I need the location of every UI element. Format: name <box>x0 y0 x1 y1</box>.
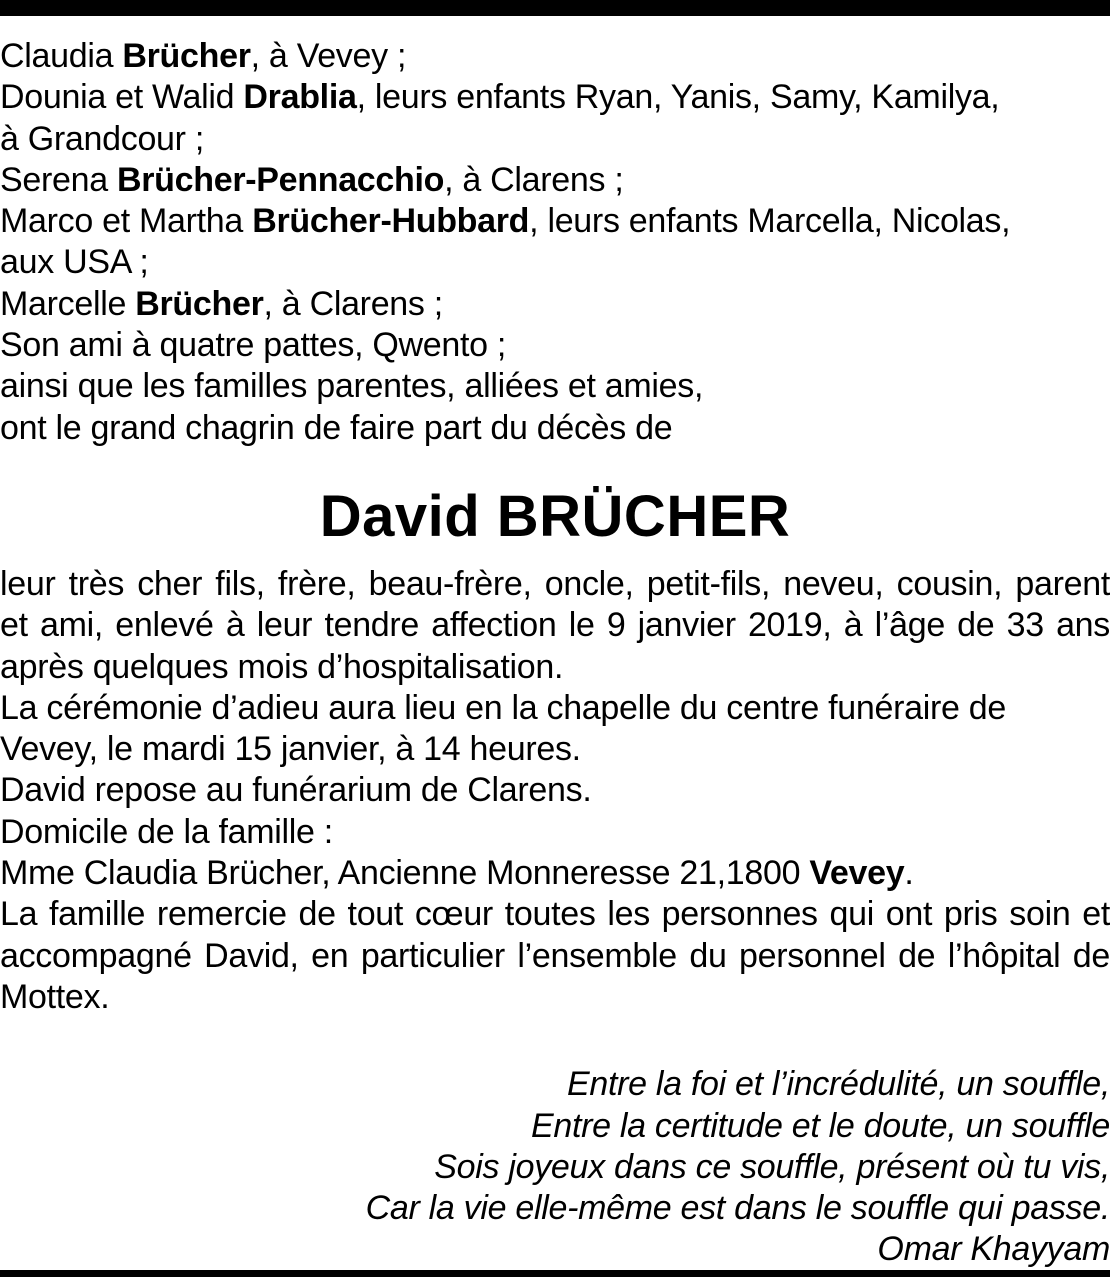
thanks-line: Mottex. <box>0 977 110 1016</box>
mourner-line: Claudia Brücher, à Vevey ; <box>0 37 407 75</box>
poem-line: Sois joyeux dans ce souffle, présent où tu vis, <box>434 1147 1110 1186</box>
poem-line: Car la vie elle-même est dans le souffle qui passe. <box>365 1189 1110 1228</box>
mourner-line: Serena Brücher-Pennacchio, à Clarens ; <box>0 160 624 199</box>
details-line: leur très cher fils, frère, beau-frère, oncle, petit-fils, neveu, cousin, parent <box>0 564 1110 603</box>
poem-quote <box>0 1064 1110 1270</box>
family-address: Mme Claudia Brücher, Ancienne Monneresse 21,1800 Vevey. <box>0 854 914 893</box>
thanks-line: accompagné David, en particulier l’ensemble du personnel de l’hôpital de <box>0 936 1110 975</box>
mourners-list <box>0 36 1110 449</box>
mourner-line: Marcelle Brücher, à Clarens ; <box>0 284 443 323</box>
thanks-line: La famille remercie de tout cœur toutes les personnes qui ont pris soin et <box>0 895 1110 934</box>
poem-author: Omar Khayyam <box>877 1230 1110 1269</box>
mourner-line: Dounia et Walid Drablia, leurs enfants Ryan, Yanis, Samy, Kamilya, <box>0 78 1000 117</box>
mourner-line: ainsi que les familles parentes, alliées et amies, <box>0 367 704 406</box>
mourner-line: aux USA ; <box>0 243 149 282</box>
family-address-label: Domicile de la famille : <box>0 812 333 851</box>
deceased-name: David BRÜCHER <box>319 483 791 549</box>
ceremony-line: La cérémonie d’adieu aura lieu en la chapelle du centre funéraire de <box>0 688 1006 727</box>
details-line: et ami, enlevé à leur tendre affection le 9 janvier 2019, à l’âge de 33 ans <box>0 606 1110 645</box>
mourner-line: ont le grand chagrin de faire part du décès de <box>0 408 673 447</box>
details-line: après quelques mois d’hospitalisation. <box>0 647 564 686</box>
bottom-rule <box>0 1270 1110 1277</box>
poem-line: Entre la certitude et le doute, un souffle <box>531 1106 1110 1145</box>
mourner-line: Marco et Martha Brücher-Hubbard, leurs enfants Marcella, Nicolas, <box>0 202 1011 241</box>
poem-line: Entre la foi et l’incrédulité, un souffle, <box>566 1065 1110 1104</box>
obituary-notice <box>0 36 1110 1271</box>
top-rule <box>0 0 1110 16</box>
mourner-line: Son ami à quatre pattes, Qwento ; <box>0 326 507 365</box>
notice-details <box>0 564 1110 1018</box>
funerarium-line: David repose au funérarium de Clarens. <box>0 771 592 810</box>
ceremony-line: Vevey, le mardi 15 janvier, à 14 heures. <box>0 730 581 769</box>
mourner-line: à Grandcour ; <box>0 119 204 158</box>
